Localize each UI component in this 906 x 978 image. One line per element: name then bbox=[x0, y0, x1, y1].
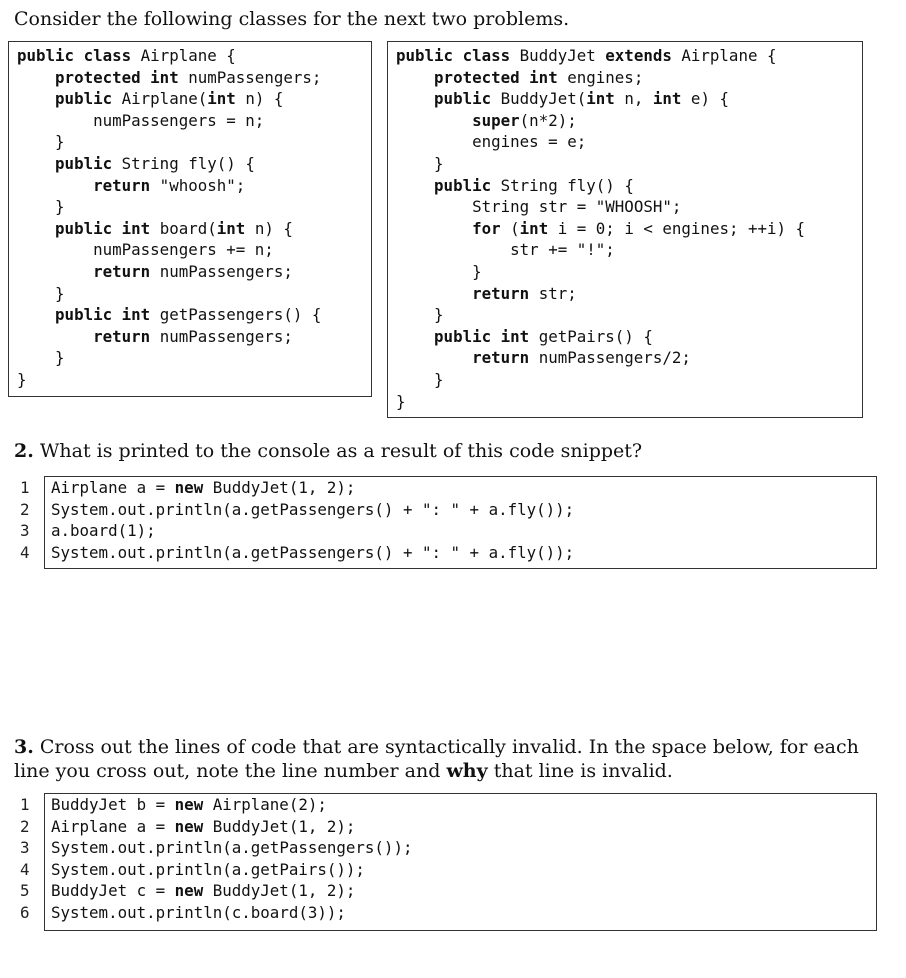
code-line: return numPassengers; bbox=[93, 261, 293, 281]
question-3-text: Cross out the lines of code that are syntactically invalid. In the space below, for each line you cross out, note the line number and bbox=[14, 736, 859, 782]
airplane-class-code bbox=[8, 41, 372, 397]
line-number: 5 bbox=[20, 881, 30, 901]
code-listing-row bbox=[14, 794, 864, 816]
code-line: super(n*2); bbox=[472, 110, 577, 130]
question-2-text: What is printed to the console as a result of this code snippet? bbox=[39, 440, 643, 462]
line-number: 3 bbox=[20, 838, 30, 858]
code-line: } bbox=[396, 261, 482, 281]
code-listing-row bbox=[14, 902, 864, 924]
code-text: Airplane a = new BuddyJet(1, 2); bbox=[51, 816, 356, 836]
code-line: } bbox=[396, 305, 444, 325]
code-listing-row bbox=[14, 816, 864, 838]
code-text: BuddyJet b = new Airplane(2); bbox=[51, 795, 327, 814]
question-2-number: 2. bbox=[14, 440, 34, 462]
code-line: public int getPassengers() { bbox=[55, 305, 322, 325]
line-number: 2 bbox=[20, 499, 30, 519]
code-line: public class Airplane { bbox=[17, 46, 236, 65]
code-line: } bbox=[396, 153, 444, 173]
code-listing-row bbox=[14, 837, 864, 859]
question-3-text-end: that line is invalid. bbox=[487, 760, 673, 782]
code-text: System.out.println(c.board(3)); bbox=[51, 902, 346, 922]
code-line: return str; bbox=[472, 283, 577, 303]
code-line: return numPassengers/2; bbox=[472, 348, 691, 368]
code-text: System.out.println(a.getPairs()); bbox=[51, 859, 365, 879]
intro-text: Consider the following classes for the next two problems. bbox=[14, 8, 570, 30]
code-line: protected int numPassengers; bbox=[55, 67, 322, 87]
code-line: public Airplane(int n) { bbox=[55, 89, 284, 109]
code-line: public String fly() { bbox=[434, 175, 634, 195]
code-line: } bbox=[396, 391, 406, 411]
code-line: return "whoosh"; bbox=[93, 175, 246, 195]
code-line: } bbox=[396, 369, 444, 389]
code-listing-row bbox=[14, 880, 864, 902]
code-listing-row bbox=[14, 499, 864, 521]
code-text: BuddyJet c = new BuddyJet(1, 2); bbox=[51, 881, 356, 901]
code-listing-row bbox=[14, 520, 864, 542]
code-text: Airplane a = new BuddyJet(1, 2); bbox=[51, 478, 356, 497]
code-line: public class BuddyJet extends Airplane { bbox=[396, 46, 777, 65]
code-text: System.out.println(a.getPassengers() + ": " + a.fly()); bbox=[51, 499, 575, 519]
buddyjet-class-code bbox=[387, 41, 863, 418]
code-line: } bbox=[17, 197, 65, 217]
line-number: 4 bbox=[20, 859, 30, 879]
code-line: public int getPairs() { bbox=[434, 326, 653, 346]
code-listing-row bbox=[14, 859, 864, 881]
code-text: System.out.println(a.getPassengers() + ": " + a.fly()); bbox=[51, 542, 575, 562]
code-line: public String fly() { bbox=[55, 153, 255, 173]
code-line: } bbox=[17, 132, 65, 152]
code-line: public int board(int n) { bbox=[55, 218, 293, 238]
code-line: } bbox=[17, 369, 27, 389]
question-3-emphasis: why bbox=[446, 760, 488, 782]
code-line: for (int i = 0; i < engines; ++i) { bbox=[472, 218, 806, 238]
code-text: a.board(1); bbox=[51, 521, 156, 541]
line-number: 1 bbox=[20, 478, 30, 497]
code-line: } bbox=[17, 283, 65, 303]
code-line: public BuddyJet(int n, int e) { bbox=[434, 89, 729, 109]
code-line: } bbox=[17, 348, 65, 368]
question-3 bbox=[14, 735, 874, 783]
code-listing-row bbox=[14, 477, 864, 499]
code-line: str += "!"; bbox=[510, 240, 615, 260]
code-line: protected int engines; bbox=[434, 67, 644, 87]
code-text: System.out.println(a.getPassengers()); bbox=[51, 838, 413, 858]
line-number: 2 bbox=[20, 816, 30, 836]
line-number: 4 bbox=[20, 542, 30, 562]
code-line: engines = e; bbox=[472, 132, 587, 152]
code-listing-row bbox=[14, 542, 864, 564]
code-line: return numPassengers; bbox=[93, 326, 293, 346]
question-2 bbox=[14, 439, 642, 463]
code-line: numPassengers = n; bbox=[93, 110, 265, 130]
line-number: 1 bbox=[20, 795, 30, 814]
line-number: 3 bbox=[20, 521, 30, 541]
code-line: numPassengers += n; bbox=[93, 240, 274, 260]
question-3-number: 3. bbox=[14, 736, 34, 758]
code-line: String str = "WHOOSH"; bbox=[472, 197, 682, 217]
line-number: 6 bbox=[20, 902, 30, 922]
